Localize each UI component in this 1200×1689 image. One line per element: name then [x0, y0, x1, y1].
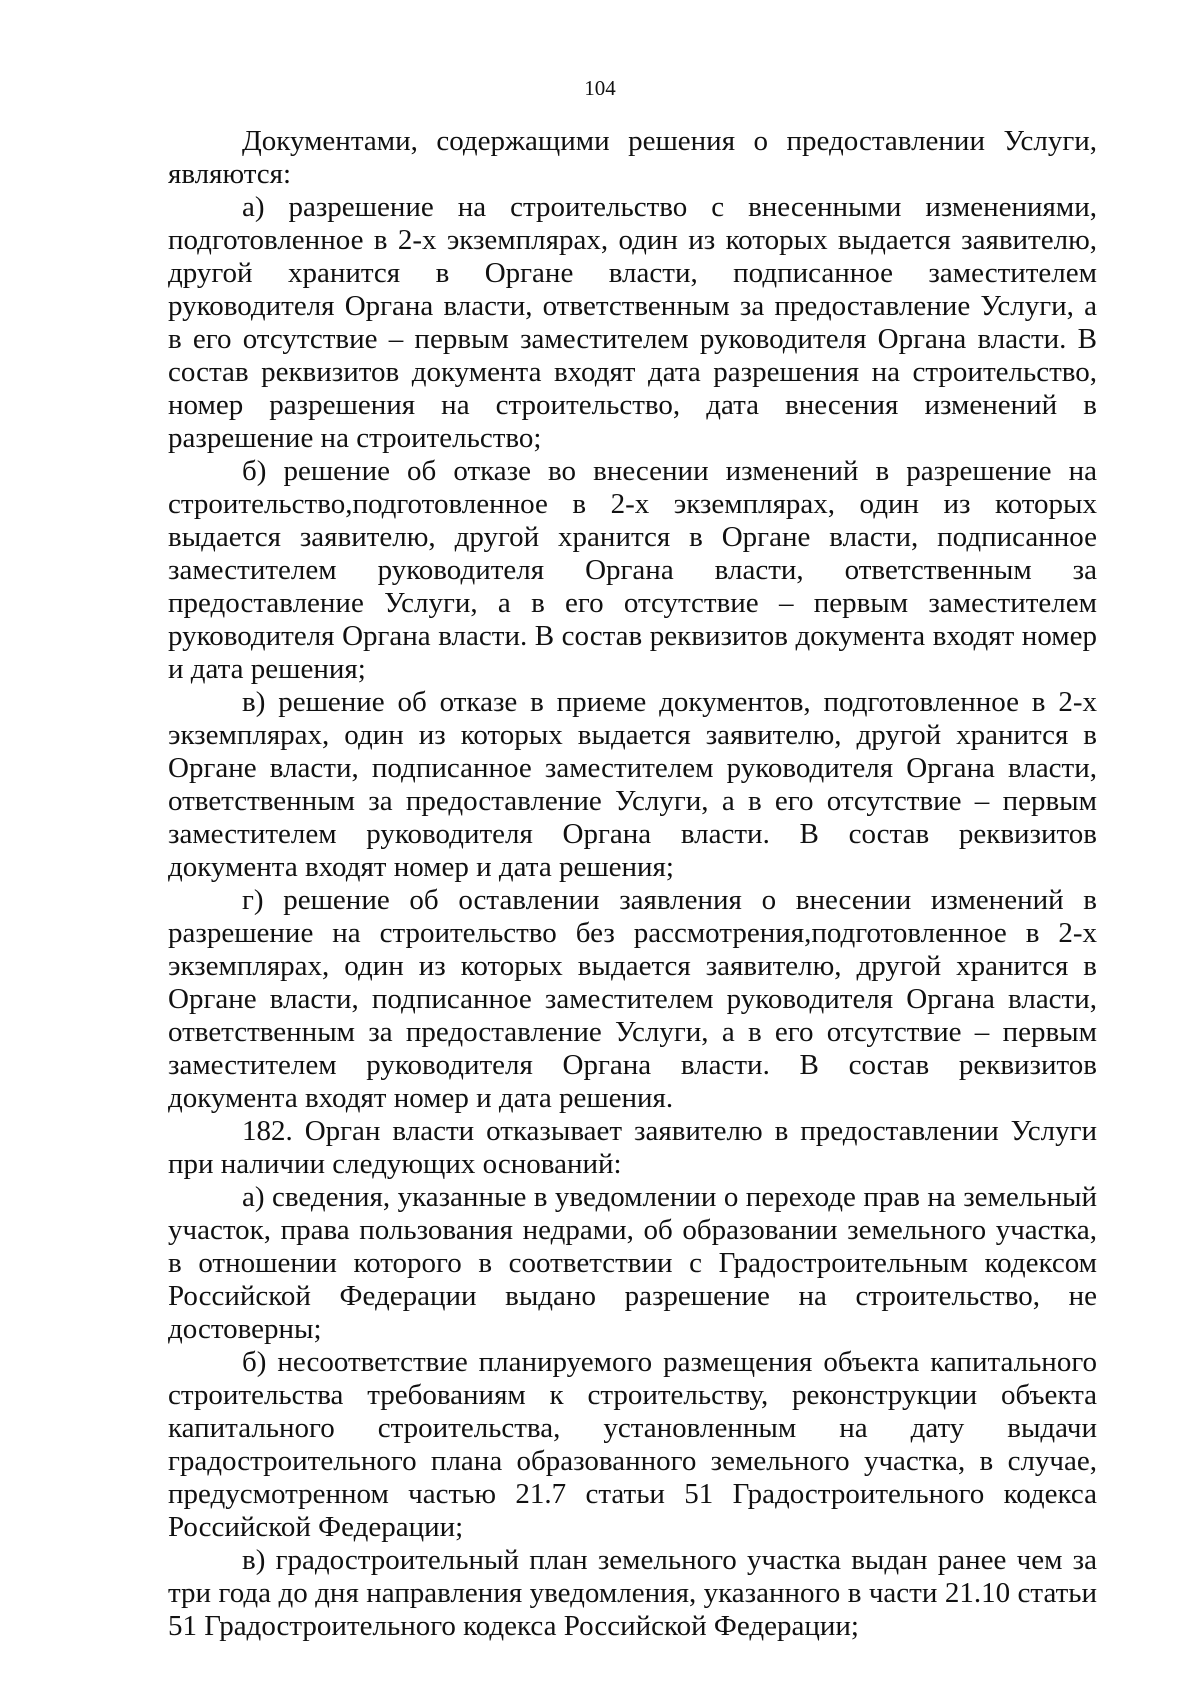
- ground-a-unreliable-info: а) сведения, указанные в уведомлении о переходе прав на земельный участок, права пользования недрами, об образовании земельного участка, в отношении которого в соответствии с Градостроительным кодексом Российской Федерации выдано разрешение на строительство, не достоверны;: [168, 1181, 1097, 1345]
- document-body: [168, 125, 1097, 1643]
- list-item-g-leave-without-consideration: г) решение об оставлении заявления о внесении изменений в разрешение на строительство без рассмотрения,подготовленное в 2-х экземплярах, один из которых выдается заявителю, другой хранится в Органе власти, подписанное заместителем руководителя Органа власти, ответственным за предоставление Услуги, а в его отсутствие – первым заместителем руководителя Органа власти. В состав реквизитов документа входят номер и дата решения.: [168, 884, 1097, 1114]
- clause-182: 182. Орган власти отказывает заявителю в предоставлении Услуги при наличии следующих оснований:: [168, 1115, 1097, 1180]
- ground-v-plan-expired: в) градостроительный план земельного участка выдан ранее чем за три года до дня направления уведомления, указанного в части 21.10 статьи 51 Градостроительного кодекса Российской Федерации;: [168, 1544, 1097, 1642]
- page-number: 104: [584, 76, 616, 100]
- list-item-a-permit: а) разрешение на строительство с внесенными изменениями, подготовленное в 2-х экземплярах, один из которых выдается заявителю, другой хранится в Органе власти, подписанное заместителем руководителя Органа власти, ответственным за предоставление Услуги, а в его отсутствие – первым заместителем руководителя Органа власти. В состав реквизитов документа входят дата разрешения на строительство, номер разрешения на строительство, дата внесения изменений в разрешение на строительство;: [168, 191, 1097, 454]
- list-item-b-refusal-changes: б) решение об отказе во внесении изменений в разрешение на строительство,подготовленное в 2-х экземплярах, один из которых выдается заявителю, другой хранится в Органе власти, подписанное заместителем руководителя Органа власти, ответственным за предоставление Услуги, а в его отсутствие – первым заместителем руководителя Органа власти. В состав реквизитов документа входят номер и дата решения;: [168, 455, 1097, 685]
- intro-paragraph: Документами, содержащими решения о предоставлении Услуги, являются:: [168, 125, 1097, 190]
- list-item-v-refusal-documents: в) решение об отказе в приеме документов, подготовленное в 2-х экземплярах, один из которых выдается заявителю, другой хранится в Органе власти, подписанное заместителем руководителя Органа власти, ответственным за предоставление Услуги, а в его отсутствие – первым заместителем руководителя Органа власти. В состав реквизитов документа входят номер и дата решения;: [168, 686, 1097, 883]
- ground-b-non-compliance: б) несоответствие планируемого размещения объекта капитального строительства требованиям к строительству, реконструкции объекта капитального строительства, установленным на дату выдачи градостроительного плана образованного земельного участка, в случае, предусмотренном частью 21.7 статьи 51 Градостроительного кодекса Российской Федерации;: [168, 1346, 1097, 1543]
